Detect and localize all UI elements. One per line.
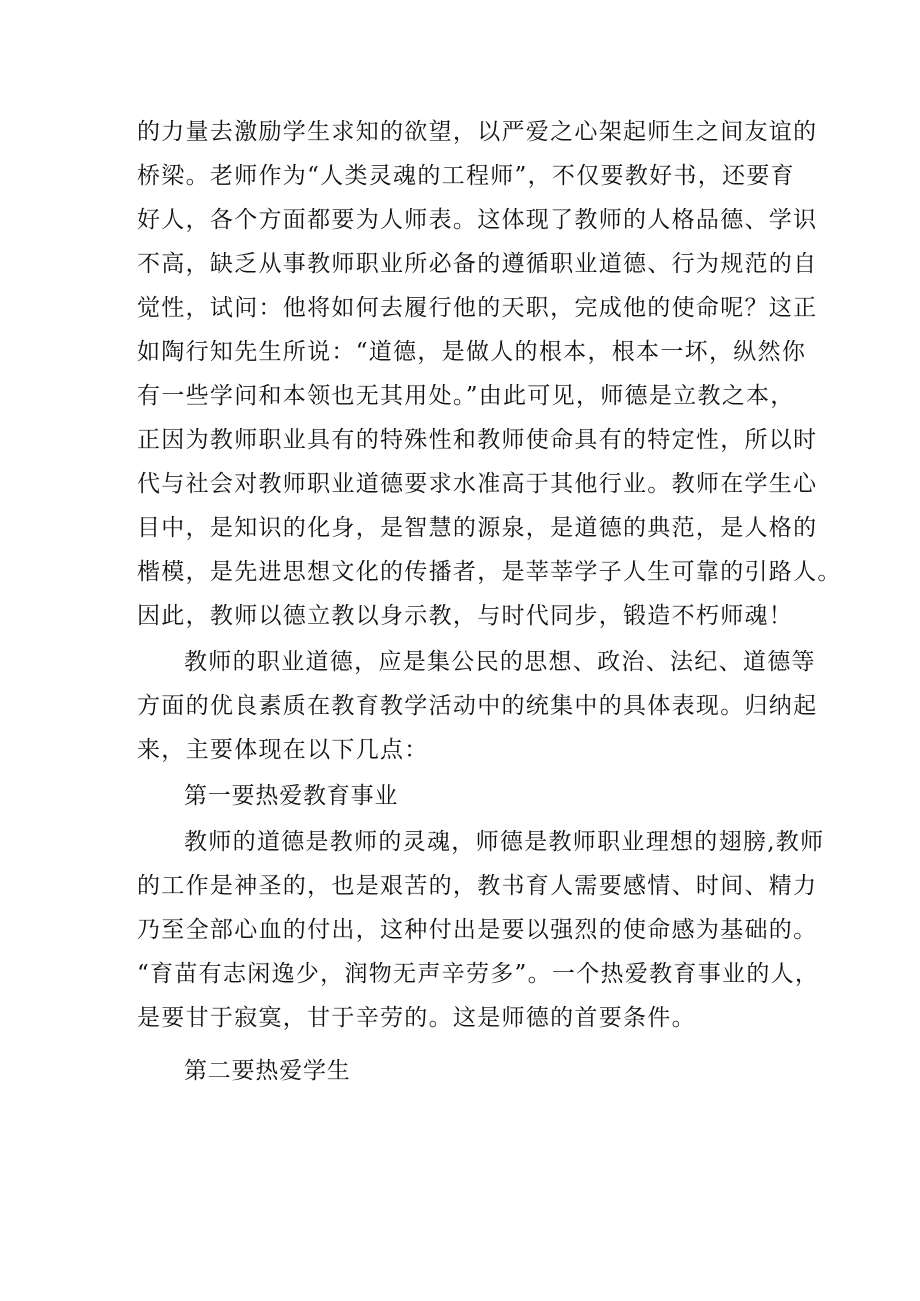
text-line: 方面的优良素质在教育教学活动中的统集中的具体表现。归纳起: [137, 693, 818, 719]
text-line: 来，主要体现在以下几点：: [137, 737, 429, 763]
text-line: 是要甘于寂寞，甘于辛劳的。这是师德的首要条件。: [137, 1005, 696, 1031]
paragraph-first-line: 教师的职业道德，应是集公民的思想、政治、法纪、道德等: [184, 649, 816, 675]
text-line: “育苗有志闲逸少，润物无声辛劳多”。一个热爱教育事业的人，: [137, 961, 820, 987]
text-line: 乃至全部心血的付出，这种付出是要以强烈的使命感为基础的。: [137, 917, 818, 943]
paragraph-first-line: 教师的道德是教师的灵魂，师德是教师职业理想的翅膀,教师: [184, 829, 825, 855]
text-line: 因此，教师以德立教以身示教，与时代同步，锻造不朽师魂！: [137, 603, 794, 629]
text-line: 不高，缺乏从事教师职业所必备的遵循职业道德、行为规范的自: [137, 251, 818, 277]
section-heading: 第二要热爱学生: [184, 1058, 351, 1084]
text-line: 的工作是神圣的，也是艰苦的，教书育人需要感情、时间、精力: [137, 873, 818, 899]
section-heading: 第一要热爱教育事业: [184, 783, 399, 809]
text-line: 的力量去激励学生求知的欲望，以严爱之心架起师生之间友谊的: [137, 119, 818, 145]
text-line: 桥梁。老师作为“人类灵魂的工程师”，不仅要教好书，还要育: [137, 163, 795, 189]
text-line: 觉性，试问：他将如何去履行他的天职，完成他的使命呢？这正: [137, 295, 818, 321]
text-line: 楷模，是先进思想文化的传播者，是莘莘学子人生可靠的引路人。: [137, 559, 842, 585]
text-line: 正因为教师职业具有的特殊性和教师使命具有的特定性，所以时: [137, 427, 818, 453]
text-line: 有一些学问和本领也无其用处。”由此可见，师德是立教之本，: [137, 383, 795, 409]
text-line: 如陶行知先生所说：“道德，是做人的根本，根本一坏，纵然你: [137, 339, 807, 365]
text-line: 好人，各个方面都要为人师表。这体现了教师的人格品德、学识: [137, 207, 818, 233]
text-line: 目中，是知识的化身，是智慧的源泉，是道德的典范，是人格的: [137, 515, 818, 541]
text-line: 代与社会对教师职业道德要求水准高于其他行业。教师在学生心: [137, 471, 818, 497]
